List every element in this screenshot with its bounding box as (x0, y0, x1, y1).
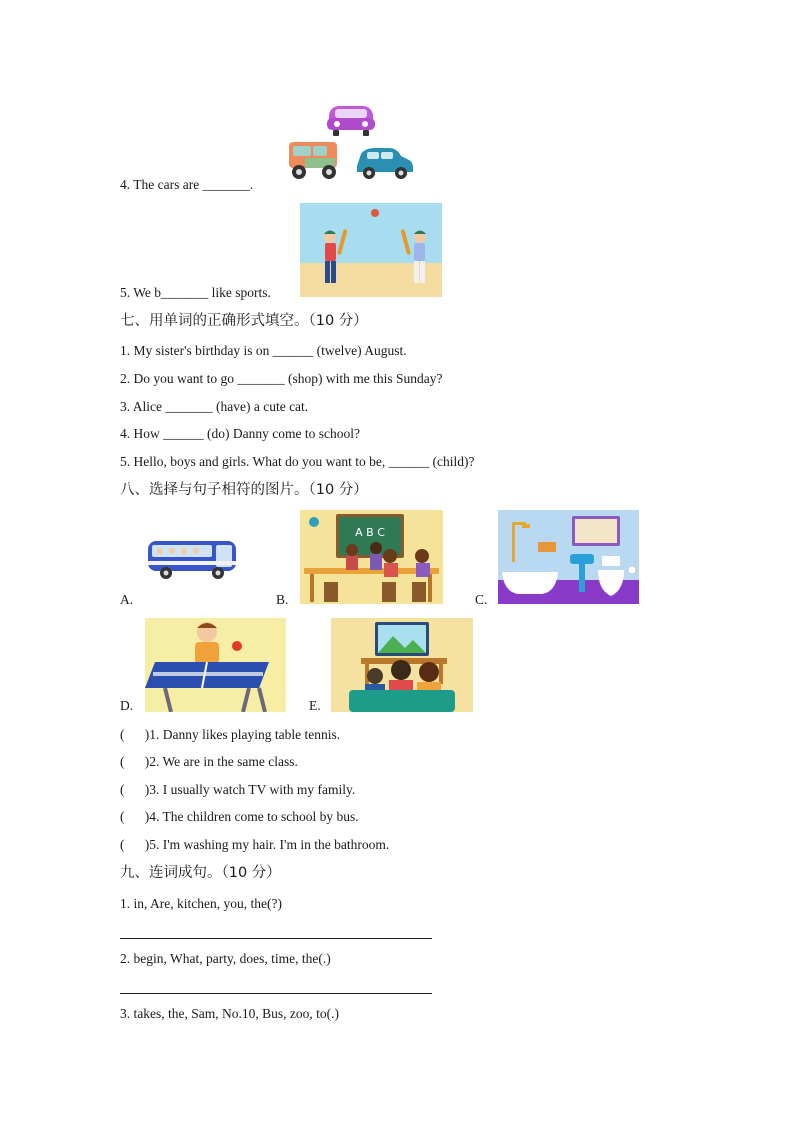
jeep-car-icon (289, 142, 337, 179)
label-a: A. (120, 592, 134, 607)
label-c: C. (475, 592, 488, 607)
baseball-picture (300, 203, 442, 297)
picture-e-watching-tv (331, 618, 473, 712)
purple-car-icon (327, 106, 375, 136)
section-9-item-1: 1. in, Are, kitchen, you, the(?) (120, 896, 282, 911)
question-5-sports: 5. We b_______ like sports. (120, 285, 271, 300)
section-7-title: 七、用单词的正确形式填空。（10 分） (120, 313, 368, 329)
section-7-item-1: 1. My sister's birthday is on ______ (twelve) August. (120, 343, 407, 358)
section-7-item-4: 4. How ______ (do) Danny come to school? (120, 426, 360, 441)
section-8-title: 八、选择与句子相符的图片。（10 分） (120, 482, 368, 498)
answer-line-1 (120, 938, 432, 939)
section-9-item-2: 2. begin, What, party, does, time, the(.) (120, 951, 331, 966)
section-7-item-5: 5. Hello, boys and girls. What do you want to be, ______ (child)? (120, 454, 475, 469)
question-4-cars: 4. The cars are _______. (120, 177, 254, 192)
section-8-item-5: ( )5. I'm washing my hair. I'm in the bathroom. (120, 837, 390, 852)
label-b: B. (276, 592, 289, 607)
section-8-item-3: ( )3. I usually watch TV with my family. (120, 782, 356, 797)
section-9-title: 九、连词成句。（10 分） (120, 865, 281, 881)
picture-a-bus (146, 537, 238, 581)
section-7-item-2: 2. Do you want to go _______ (shop) with me this Sunday? (120, 371, 443, 386)
section-7-item-3: 3. Alice _______ (have) a cute cat. (120, 399, 309, 414)
label-e: E. (309, 698, 321, 713)
picture-b-classroom (300, 510, 443, 604)
label-d: D. (120, 698, 134, 713)
section-8-item-4: ( )4. The children come to school by bus. (120, 809, 359, 824)
cars-picture (285, 100, 415, 184)
answer-line-2 (120, 993, 432, 994)
board-letters: A B C (355, 526, 385, 539)
blue-car-icon (357, 148, 413, 179)
section-9-item-3: 3. takes, the, Sam, No.10, Bus, zoo, to(.) (120, 1006, 339, 1021)
picture-d-table-tennis (145, 618, 286, 712)
picture-c-bathroom (498, 510, 639, 604)
section-8-item-2: ( )2. We are in the same class. (120, 754, 298, 769)
section-8-item-1: ( )1. Danny likes playing table tennis. (120, 727, 341, 742)
